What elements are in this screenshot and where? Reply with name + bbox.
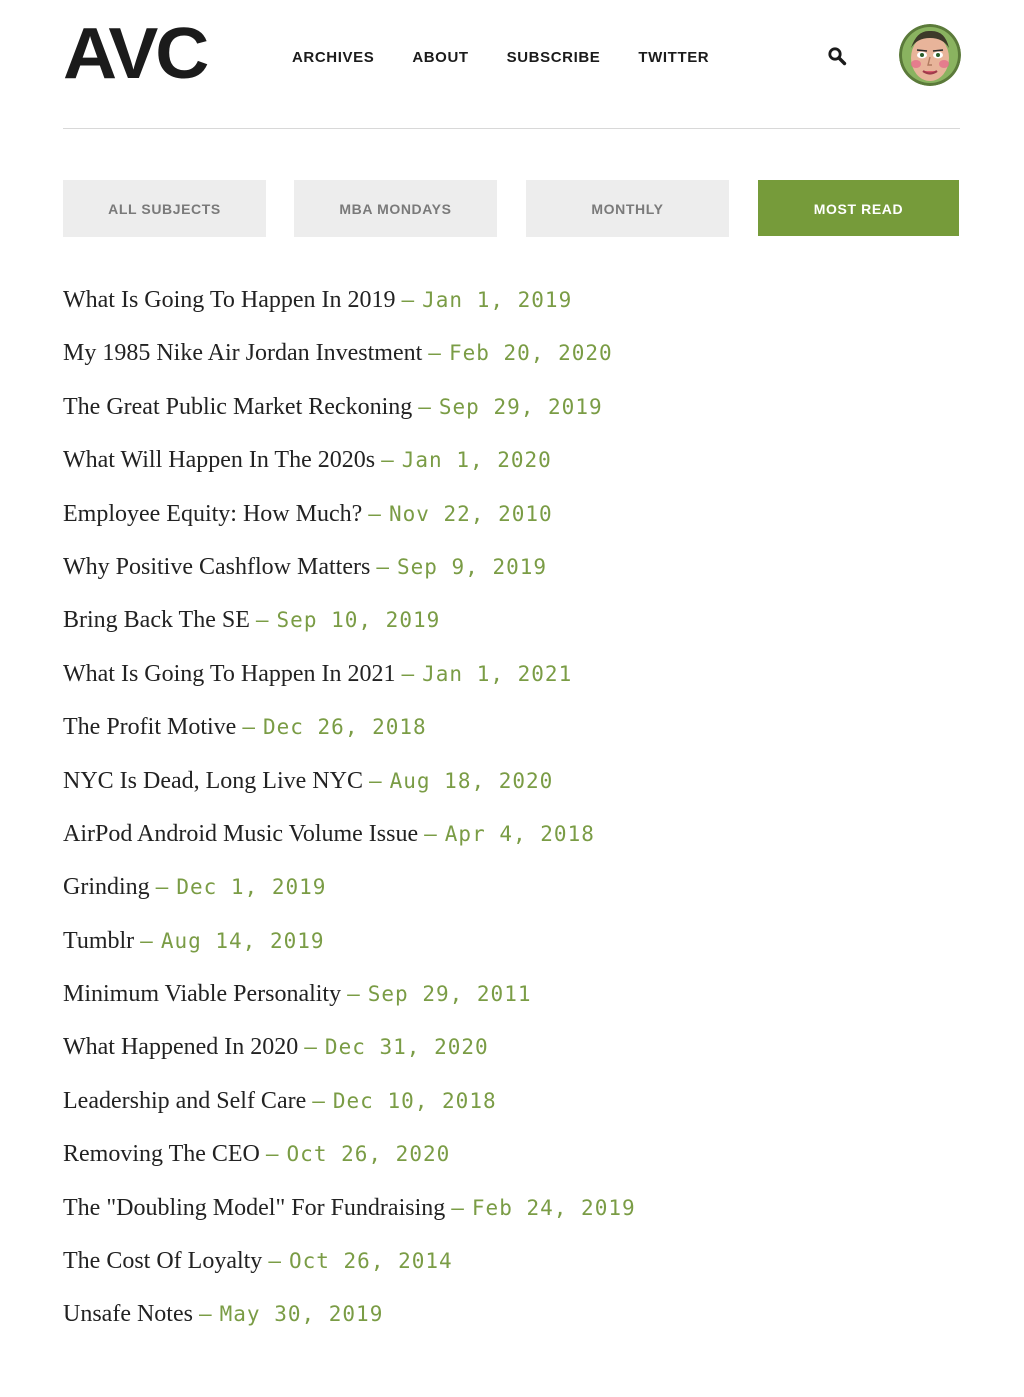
post-date: Apr 4, 2018	[444, 821, 595, 846]
post-item	[63, 1021, 960, 1074]
post-title-link[interactable]: The "Doubling Model" For Fundraising	[63, 1194, 446, 1221]
search-icon[interactable]	[827, 46, 847, 66]
main-nav	[292, 48, 747, 68]
post-date-separator: –	[255, 608, 269, 633]
post-date-separator: –	[418, 394, 431, 419]
post-date-separator: –	[424, 821, 437, 846]
post-title-link[interactable]: What Will Happen In The 2020s	[63, 447, 376, 474]
post-title-link[interactable]: Minimum Viable Personality	[63, 981, 342, 1008]
post-title-link[interactable]: What Is Going To Happen In 2019	[63, 287, 396, 313]
post-date-separator: –	[376, 554, 389, 579]
post-list	[63, 274, 960, 1342]
site-logo[interactable]: AVC	[63, 14, 207, 94]
post-date: Dec 1, 2019	[176, 875, 327, 900]
post-date-separator: –	[268, 1249, 281, 1274]
avatar[interactable]	[899, 24, 961, 86]
post-date-separator: –	[368, 768, 382, 793]
post-item	[63, 1128, 960, 1181]
post-date: Jan 1, 2020	[401, 448, 552, 473]
post-item	[63, 808, 960, 861]
post-item	[63, 648, 960, 701]
post-item	[63, 1075, 960, 1128]
post-item	[63, 861, 960, 914]
post-date: Sep 29, 2011	[367, 982, 532, 1007]
post-item	[63, 1235, 960, 1288]
post-date-separator: –	[198, 1302, 212, 1327]
post-title-link[interactable]: The Profit Motive	[63, 714, 237, 741]
post-title-link[interactable]: Employee Equity: How Much?	[63, 500, 363, 527]
post-title-link[interactable]: Removing The CEO	[63, 1141, 260, 1168]
post-title-link[interactable]: What Is Going To Happen In 2021	[63, 660, 396, 687]
post-title-link[interactable]: Why Positive Cashflow Matters	[63, 553, 371, 580]
post-item	[63, 594, 960, 647]
post-date: Sep 9, 2019	[396, 554, 548, 579]
post-date-separator: –	[381, 448, 394, 473]
post-title-link[interactable]: My 1985 Nike Air Jordan Investment	[63, 340, 423, 367]
post-item	[63, 381, 960, 434]
post-title-link[interactable]: Unsafe Notes	[63, 1301, 193, 1328]
tab-monthly[interactable]: MONTHLY	[526, 180, 729, 237]
post-title-link[interactable]: The Cost Of Loyalty	[63, 1248, 263, 1275]
post-date: Nov 22, 2010	[388, 501, 553, 526]
post-date: May 30, 2019	[219, 1302, 384, 1327]
post-date-separator: –	[368, 501, 381, 526]
post-item	[63, 701, 960, 754]
post-date-separator: –	[304, 1035, 317, 1060]
post-title-link[interactable]: Tumblr	[63, 927, 135, 954]
post-title-link[interactable]: Grinding	[63, 874, 150, 901]
tab-most-read[interactable]: MOST READ	[758, 180, 959, 236]
post-date-separator: –	[428, 341, 441, 366]
post-date: Dec 10, 2018	[332, 1088, 497, 1113]
post-date-separator: –	[265, 1142, 279, 1167]
tab-all-subjects[interactable]: ALL SUBJECTS	[63, 180, 266, 237]
post-item	[63, 915, 960, 968]
post-item	[63, 1288, 960, 1341]
site-header	[63, 0, 960, 129]
nav-archives[interactable]: ARCHIVES	[292, 49, 375, 66]
post-title-link[interactable]: The Great Public Market Reckoning	[63, 393, 413, 420]
post-title-link[interactable]: Bring Back The SE	[63, 607, 250, 634]
post-title-link[interactable]: NYC Is Dead, Long Live NYC	[63, 767, 363, 794]
post-date-separator: –	[155, 875, 169, 900]
post-date-separator: –	[451, 1195, 464, 1220]
post-date-separator: –	[312, 1088, 325, 1113]
post-item	[63, 541, 960, 594]
post-date: Sep 10, 2019	[276, 608, 441, 633]
post-item	[63, 274, 960, 327]
post-date-separator: –	[401, 661, 415, 686]
post-item	[63, 327, 960, 380]
post-date: Oct 26, 2020	[286, 1142, 451, 1167]
post-date: Aug 14, 2019	[160, 928, 325, 953]
subject-tabs	[63, 180, 960, 238]
post-date-separator: –	[347, 982, 360, 1007]
post-date: Jan 1, 2019	[422, 288, 573, 312]
post-date: Oct 26, 2014	[288, 1249, 453, 1274]
post-date: Aug 18, 2020	[389, 768, 554, 793]
nav-twitter[interactable]: TWITTER	[638, 49, 710, 66]
post-title-link[interactable]: Leadership and Self Care	[63, 1087, 307, 1114]
nav-about[interactable]: ABOUT	[412, 49, 469, 66]
post-title-link[interactable]: What Happened In 2020	[63, 1034, 299, 1061]
post-title-link[interactable]: AirPod Android Music Volume Issue	[63, 820, 419, 847]
post-item	[63, 1182, 960, 1235]
post-date-separator: –	[140, 928, 153, 953]
post-item	[63, 434, 960, 487]
post-date: Dec 31, 2020	[324, 1035, 489, 1060]
tab-mba-mondays[interactable]: MBA MONDAYS	[294, 180, 497, 237]
post-date: Feb 24, 2019	[471, 1195, 636, 1220]
post-item	[63, 488, 960, 541]
post-date-separator: –	[401, 288, 415, 312]
post-item	[63, 755, 960, 808]
post-item	[63, 968, 960, 1021]
post-date: Dec 26, 2018	[262, 715, 427, 740]
post-date: Feb 20, 2020	[448, 341, 613, 366]
nav-subscribe[interactable]: SUBSCRIBE	[506, 49, 601, 66]
post-date: Jan 1, 2021	[422, 661, 573, 686]
post-date: Sep 29, 2019	[438, 394, 603, 419]
post-date-separator: –	[242, 715, 255, 740]
